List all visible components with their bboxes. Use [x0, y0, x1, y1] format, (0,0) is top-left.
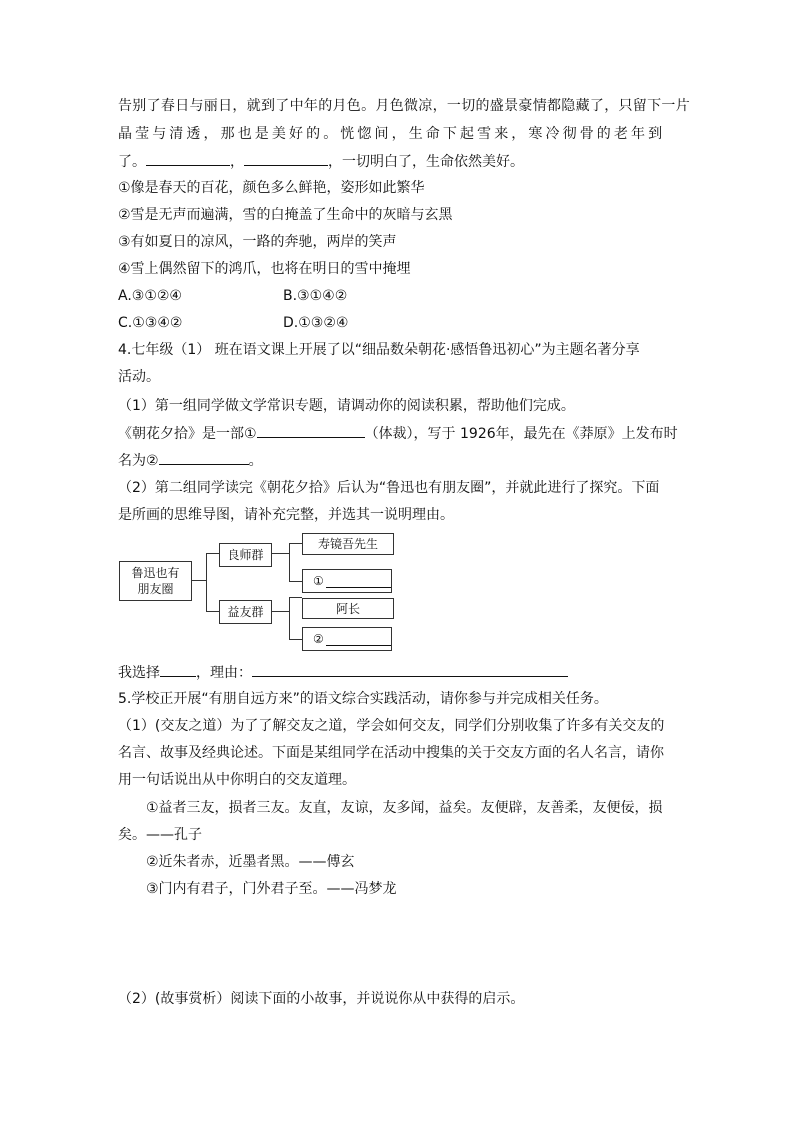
mindmap-root-line-1: 鲁迅也有 [131, 566, 180, 580]
mindmap-leaf-shou-jingwu: 寿镜吾先生 [302, 533, 394, 555]
passage-line-1: 告别了春日与丽日，就到了中年的月色。月色微凉，一切的盛景豪情都隐藏了，只留下一片 [118, 98, 690, 114]
passage-line-3-end: ，一切明白了，生命依然美好。 [328, 154, 524, 170]
sentence-3: ③有如夏日的凉风，一路的奔驰，两岸的笑声 [118, 234, 397, 250]
sentence-2: ②雪是无声而遍满，雪的白掩盖了生命中的灰暗与玄黑 [118, 207, 453, 223]
mindmap-leaf-a-chang: 阿长 [302, 598, 394, 619]
passage-line-3-start: 了。 [118, 154, 146, 170]
q4-sub1-line-2-start: 名为② [118, 453, 159, 469]
genre-blank[interactable] [257, 423, 365, 438]
quote-1-line-2: 矣。——孔子 [118, 827, 202, 843]
connector [289, 597, 290, 639]
option-c[interactable]: C.①③④② [118, 315, 183, 331]
mindmap-blank-line-1[interactable] [326, 574, 391, 588]
q4-stem-line-1: 4.七年级（1） 班在语文课上开展了以“细品数朵朝花·感悟鲁迅初心”为主题名著分享 [118, 342, 640, 358]
reason-label: ，理由： [196, 665, 252, 681]
passage-line-2: 晶莹与清透，那也是美好的。恍惚间，生命下起雪来，寒冷彻骨的老年到 [118, 126, 666, 142]
fill-blank-1[interactable] [146, 151, 230, 166]
connector [206, 553, 219, 554]
mindmap-root-line-2: 朋友圈 [137, 582, 174, 596]
choose-line [118, 662, 568, 683]
choice-blank[interactable] [160, 662, 196, 677]
q4-sub1-line-2 [118, 450, 263, 471]
mindmap-leaf-2-label: ② [313, 632, 324, 646]
q5-sub2: （2）(故事赏析）阅读下面的小故事，并说说你从中获得的启示。 [118, 991, 525, 1007]
quote-1-line-1: ①益者三友，损者三友。友直，友谅，友多闻，益矣。友便辟，友善柔，友便佞，损 [146, 800, 663, 816]
connector [289, 543, 290, 581]
sentence-1: ①像是春天的百花，颜色多么鲜艳，姿形如此繁华 [118, 180, 425, 196]
q4-sub2-line-2: 是所画的思维导图，请补充完整，并选其一说明理由。 [118, 507, 454, 523]
sentence-4: ④雪上偶然留下的鸿爪，也将在明日的雪中掩埋 [118, 261, 411, 277]
reason-blank[interactable] [252, 662, 568, 677]
passage-line-3-sep: ， [230, 154, 244, 170]
option-a[interactable]: A.③①②④ [118, 288, 182, 304]
mindmap-leaf-blank-2[interactable] [302, 627, 392, 651]
q4-sub1-line-2-end: 。 [248, 453, 263, 469]
connector [289, 543, 302, 544]
q4-sub2-line-1: （2）第二组同学读完《朝花夕拾》后认为“鲁迅也有朋友圈”，并就此进行了探究。下面 [118, 480, 660, 496]
fill-blank-2[interactable] [244, 151, 328, 166]
q5-sub1-line-2: 名言、故事及经典论述。下面是某组同学在活动中搜集的关于交友方面的名人名言，请你 [118, 745, 664, 761]
connector [206, 611, 219, 612]
q4-sub1-title: （1）第一组同学做文学常识专题，请调动你的阅读积累，帮助他们完成。 [118, 398, 575, 414]
connector [289, 581, 302, 582]
connector [271, 611, 289, 612]
q4-sub1-line-1-end: （体裁），写于 1926年，最先在《莽原》上发布时 [364, 426, 678, 442]
q5-sub1-line-1: （1）(交友之道）为了了解交友之道，学会如何交友，同学们分别收集了许多有关交友的 [118, 718, 665, 734]
connector [289, 639, 302, 640]
q5-stem: 5.学校正开展“有朋自远方来”的语文综合实践活动，请你参与并完成相关任务。 [118, 691, 608, 707]
mindmap-group-friends: 益友群 [219, 600, 272, 624]
mindmap-leaf-blank-1[interactable] [302, 569, 392, 593]
q4-sub1-line-1 [118, 423, 678, 444]
quote-3: ③门内有君子，门外君子至。——冯梦龙 [146, 881, 397, 897]
passage-line-3 [118, 151, 524, 172]
original-title-blank[interactable] [159, 450, 249, 465]
connector [206, 553, 207, 611]
connector [271, 553, 289, 554]
q5-sub1-line-3: 用一句话说出从中你明白的交友道理。 [118, 772, 356, 788]
mindmap-group-teachers: 良师群 [219, 543, 272, 567]
connector [289, 597, 302, 598]
mindmap-blank-line-2[interactable] [326, 632, 391, 646]
option-b[interactable]: B.③①④② [283, 288, 348, 304]
q4-stem-line-2: 活动。 [118, 369, 160, 385]
connector [191, 580, 206, 581]
choose-label: 我选择 [118, 665, 160, 681]
mindmap-leaf-1-label: ① [313, 574, 324, 588]
q4-sub1-line-1-start: 《朝花夕拾》是一部① [118, 426, 257, 442]
quote-2: ②近朱者赤，近墨者黑。——傅玄 [146, 854, 355, 870]
option-d[interactable]: D.①③②④ [283, 315, 349, 331]
mindmap-root [119, 561, 192, 601]
